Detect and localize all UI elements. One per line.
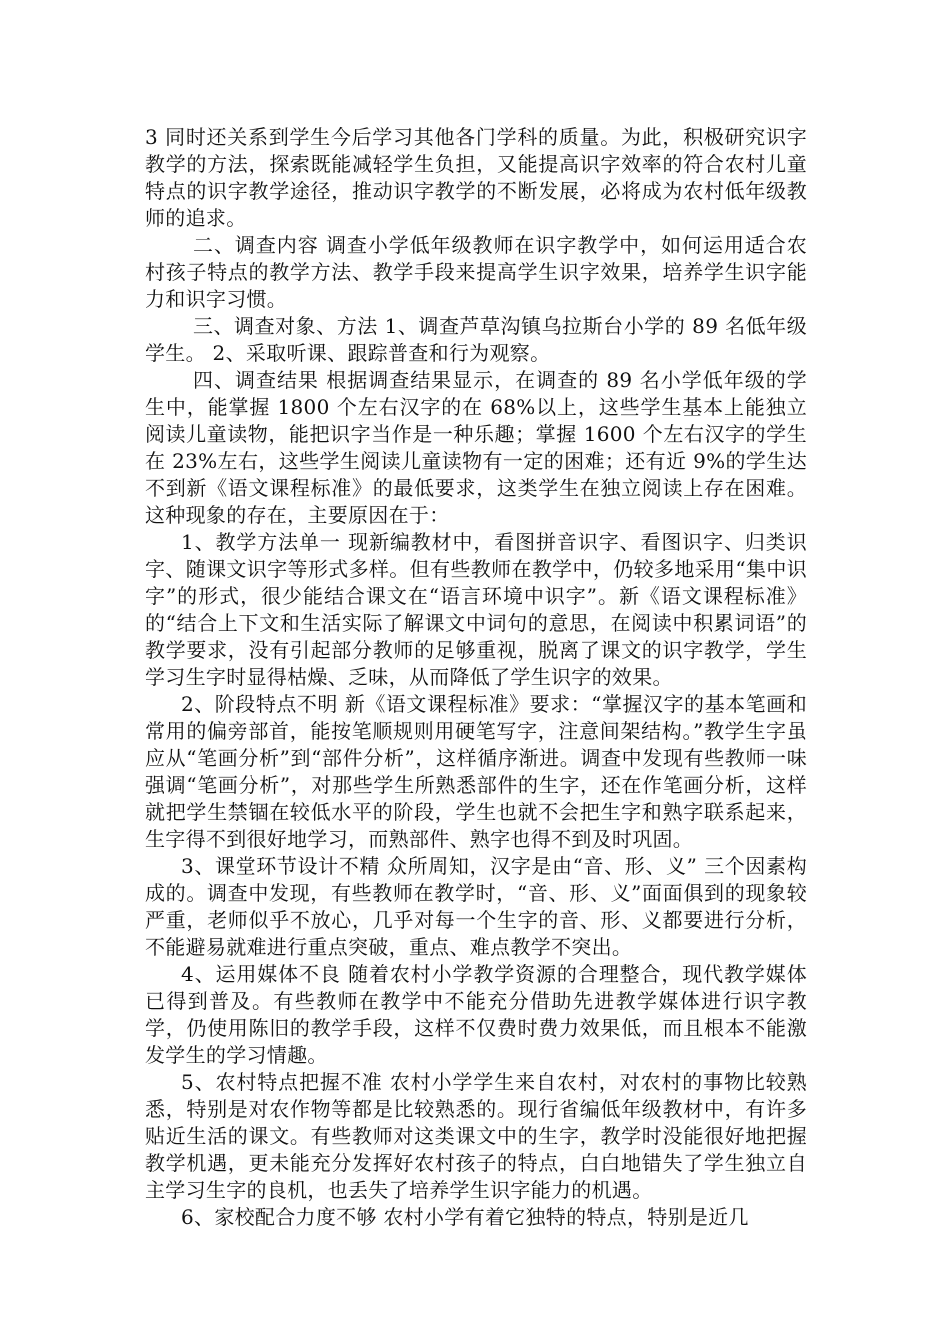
paragraph-reason-3: 3、课堂环节设计不精 众所周知，汉字是由“音、形、义” 三个因素构成的。调查中发现，有些教师在教学时，“音、形、义”面面俱到的现象较严重，老师似乎不放心，几乎对每一个生字的音、形、义都要进行分析，不能避易就难进行重点突破，重点、难点教学不突出。 — [145, 854, 807, 959]
paragraph-reason-5: 5、农村特点把握不准 农村小学学生来自农村，对农村的事物比较熟悉，特别是对农作物等都是比较熟悉的。现行省编低年级教材中，有许多贴近生活的课文。有些教师对这类课文中的生字，教学时没能很好地把握教学机遇，更未能充分发挥好农村孩子的特点，白白地错失了学生独立自主学习生字的良机，也丢失了培养学生识字能力的机遇。 — [145, 1070, 807, 1202]
paragraph-survey-subjects-methods: 三、调查对象、方法 1、调查芦草沟镇乌拉斯台小学的 89 名低年级学生。 2、采取听课、跟踪普查和行为观察。 — [145, 314, 807, 365]
document-body — [145, 124, 807, 1231]
paragraph-intro-continuation: 3 同时还关系到学生今后学习其他各门学科的质量。为此，积极研究识字教学的方法，探索既能减轻学生负担，又能提高识字效率的符合农村儿童特点的识字教学途径，推动识字教学的不断发展，必将成为农村低年级教师的追求。 — [145, 125, 807, 230]
paragraph-reason-4: 4、运用媒体不良 随着农村小学教学资源的合理整合，现代教学媒体已得到普及。有些教师在教学中不能充分借助先进教学媒体进行识字教学，仍使用陈旧的教学手段，这样不仅费时费力效果低，而且根本不能激发学生的学习情趣。 — [145, 962, 807, 1067]
paragraph-reason-1: 1、教学方法单一 现新编教材中，看图拼音识字、看图识字、归类识字、随课文识字等形式多样。但有些教师在教学中，仍较多地采用“集中识字”的形式，很少能结合课文在“语言环境中识字”。新《语文课程标准》的“结合上下文和生活实际了解课文中词句的意思，在阅读中积累词语”的教学要求，没有引起部分教师的足够重视，脱离了课文的识字教学，学生学习生字时显得枯燥、乏味，从而降低了学生识字的效果。 — [145, 530, 807, 689]
paragraph-survey-results: 四、调查结果 根据调查结果显示，在调查的 89 名小学低年级的学生中，能掌握 1800 个左右汉字的在 68%以上，这些学生基本上能独立阅读儿童读物，能把识字当作是一种乐趣；掌握 1600 个左右汉字的学生在 23%左右，这些学生阅读儿童读物有一定的困难；还有近 9%的学生达不到新《语文课程标准》的最低要求，这类学生在独立阅读上存在困难。这种现象的存在，主要原因在于： — [145, 368, 807, 527]
paragraph-reason-6: 6、家校配合力度不够 农村小学有着它独特的特点，特别是近几 — [181, 1205, 749, 1229]
paragraph-survey-content: 二、调查内容 调查小学低年级教师在识字教学中，如何运用适合农村孩子特点的教学方法、教学手段来提高学生识字效果，培养学生识字能力和识字习惯。 — [145, 233, 807, 311]
paragraph-reason-2: 2、阶段特点不明 新《语文课程标准》要求：“掌握汉字的基本笔画和常用的偏旁部首，能按笔顺规则用硬笔写字，注意间架结构。”教学生字虽应从“笔画分析”到“部件分析”，这样循序渐进。调查中发现有些教师一味强调“笔画分析”，对那些学生所熟悉部件的生字，还在作笔画分析，这样就把学生禁锢在较低水平的阶段，学生也就不会把生字和熟字联系起来，生字得不到很好地学习，而熟部件、熟字也得不到及时巩固。 — [145, 692, 807, 851]
